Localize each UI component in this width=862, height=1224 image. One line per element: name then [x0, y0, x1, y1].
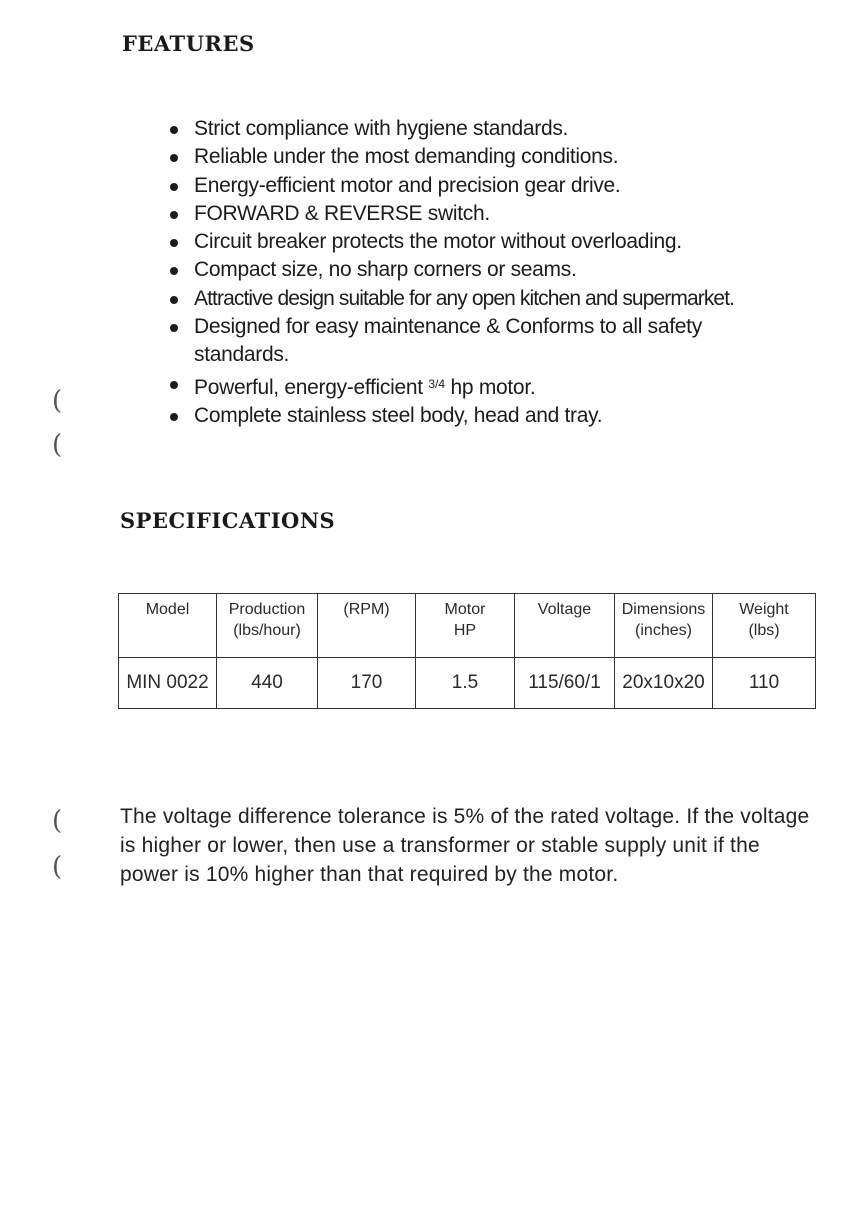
- feature-text: Energy-efficient motor and precision gear drive.: [194, 173, 621, 197]
- feature-item: [168, 285, 828, 313]
- feature-item: [168, 370, 828, 402]
- fraction-three-quarters: 3/4: [428, 376, 445, 391]
- bullet-icon: [170, 267, 178, 275]
- feature-item: [168, 143, 828, 171]
- feature-item: [168, 172, 828, 200]
- feature-text-after: hp motor.: [445, 375, 536, 399]
- column-header-motor-hp: Motor HP: [416, 594, 515, 658]
- bullet-icon: [170, 381, 178, 389]
- column-header-dimensions: Dimensions (inches): [615, 594, 713, 658]
- margin-mark: (: [52, 430, 63, 460]
- margin-mark: (: [52, 806, 63, 836]
- cell-weight: 110: [713, 658, 816, 709]
- bullet-icon: [170, 324, 178, 332]
- specifications-table: [118, 593, 816, 709]
- feature-text-before: Powerful, energy-efficient: [194, 375, 429, 399]
- column-header-weight: Weight (lbs): [713, 594, 816, 658]
- feature-text: Strict compliance with hygiene standards.: [194, 117, 569, 140]
- column-header-voltage: Voltage: [515, 594, 615, 658]
- margin-mark: (: [52, 852, 63, 882]
- feature-text: Attractive design suitable for any open kitchen and supermarket.: [194, 286, 735, 310]
- bullet-icon: [170, 296, 178, 304]
- column-header-rpm: (RPM): [318, 594, 416, 658]
- bullet-icon: [170, 211, 178, 219]
- margin-mark: (: [52, 386, 63, 416]
- features-list: [168, 115, 828, 430]
- cell-dimensions: 20x10x20: [615, 658, 713, 709]
- bullet-icon: [170, 154, 178, 162]
- feature-item: [168, 402, 828, 430]
- feature-text: Complete stainless steel body, head and tray.: [194, 403, 603, 427]
- specifications-heading: SPECIFICATIONS: [120, 508, 336, 533]
- table-header-row: [119, 594, 816, 658]
- feature-text: FORWARD & REVERSE switch.: [194, 201, 490, 225]
- feature-text: Reliable under the most demanding conditions.: [194, 145, 619, 169]
- cell-motor-hp: 1.5: [416, 658, 515, 709]
- cell-rpm: 170: [318, 658, 416, 709]
- cell-production: 440: [217, 658, 318, 709]
- voltage-tolerance-note: The voltage difference tolerance is 5% of the rated voltage. If the voltage is higher or lower, then use a transformer or stable supply unit if the power is 10% higher than that required by the motor.: [120, 805, 810, 886]
- feature-text: Circuit breaker protects the motor without overloading.: [194, 230, 682, 254]
- table-row: [119, 658, 816, 709]
- column-header-production: Production (lbs/hour): [217, 594, 318, 658]
- bullet-icon: [170, 413, 178, 421]
- feature-item: [168, 313, 828, 370]
- cell-voltage: 115/60/1: [515, 658, 615, 709]
- feature-text: Compact size, no sharp corners or seams.: [194, 258, 577, 282]
- feature-item: [168, 200, 828, 228]
- bullet-icon: [170, 183, 178, 191]
- bullet-icon: [170, 239, 178, 247]
- feature-item: [168, 115, 828, 143]
- feature-text: Designed for easy maintenance & Conforms to all safety standards.: [194, 315, 702, 367]
- feature-item: [168, 256, 828, 284]
- column-header-model: Model: [119, 594, 217, 658]
- bullet-icon: [170, 126, 178, 134]
- features-heading: FEATURES: [122, 31, 255, 56]
- cell-model: MIN 0022: [119, 658, 217, 709]
- feature-item: [168, 228, 828, 256]
